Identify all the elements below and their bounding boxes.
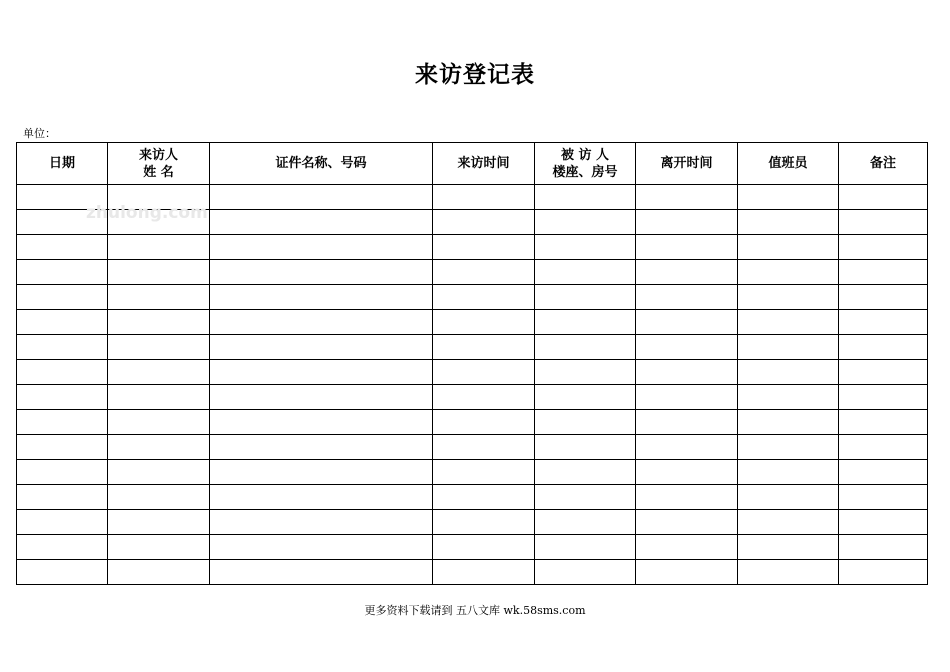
table-cell (210, 535, 433, 560)
table-cell (738, 360, 839, 385)
table-cell (433, 385, 535, 410)
table-cell (839, 185, 928, 210)
table-cell (738, 535, 839, 560)
table-cell (17, 310, 108, 335)
column-header-remarks: 备注 (839, 143, 928, 185)
table-cell (535, 185, 636, 210)
table-cell (636, 210, 738, 235)
table-cell (738, 410, 839, 435)
table-cell (108, 510, 210, 535)
table-cell (535, 335, 636, 360)
table-cell (535, 310, 636, 335)
table-row (17, 535, 928, 560)
table-cell (17, 560, 108, 585)
table-cell (210, 485, 433, 510)
table-cell (108, 435, 210, 460)
table-cell (433, 460, 535, 485)
column-header-visited-person-room: 被 访 人 楼座、房号 (535, 143, 636, 185)
table-cell (17, 360, 108, 385)
table-cell (535, 410, 636, 435)
table-cell (210, 185, 433, 210)
table-cell (433, 185, 535, 210)
table-cell (839, 435, 928, 460)
table-cell (210, 560, 433, 585)
table-row (17, 235, 928, 260)
table-cell (108, 535, 210, 560)
table-cell (738, 235, 839, 260)
table-cell (210, 435, 433, 460)
table-cell (17, 510, 108, 535)
header-row (17, 143, 928, 185)
table-row (17, 485, 928, 510)
column-header-date: 日期 (17, 143, 108, 185)
table-cell (839, 535, 928, 560)
table-cell (535, 435, 636, 460)
table-cell (17, 285, 108, 310)
table-cell (210, 285, 433, 310)
table-cell (839, 385, 928, 410)
table-cell (738, 210, 839, 235)
table-cell (535, 385, 636, 410)
table-cell (108, 185, 210, 210)
table-cell (738, 185, 839, 210)
table-cell (108, 285, 210, 310)
table-cell (433, 410, 535, 435)
table-cell (636, 360, 738, 385)
table-row (17, 510, 928, 535)
table-cell (636, 460, 738, 485)
table-cell (839, 210, 928, 235)
table-row (17, 460, 928, 485)
table-cell (210, 210, 433, 235)
table-cell (108, 210, 210, 235)
table-cell (108, 485, 210, 510)
table-cell (433, 435, 535, 460)
table-cell (17, 460, 108, 485)
table-cell (210, 235, 433, 260)
table-cell (210, 385, 433, 410)
table-cell (636, 185, 738, 210)
table-row (17, 310, 928, 335)
table-cell (535, 260, 636, 285)
table-cell (433, 560, 535, 585)
table-cell (738, 310, 839, 335)
table-cell (433, 485, 535, 510)
table-cell (108, 310, 210, 335)
table-cell (17, 260, 108, 285)
table-cell (17, 335, 108, 360)
table-cell (636, 235, 738, 260)
table-cell (738, 460, 839, 485)
table-row (17, 410, 928, 435)
table-cell (738, 260, 839, 285)
column-header-visitor-name: 来访人 姓 名 (108, 143, 210, 185)
table-cell (535, 485, 636, 510)
table-cell (738, 335, 839, 360)
table-cell (17, 210, 108, 235)
register-body (17, 185, 928, 585)
table-cell (108, 235, 210, 260)
table-cell (839, 335, 928, 360)
table-cell (433, 210, 535, 235)
table-cell (535, 510, 636, 535)
table-cell (108, 385, 210, 410)
column-header-arrival-time: 来访时间 (433, 143, 535, 185)
table-cell (839, 485, 928, 510)
table-cell (839, 235, 928, 260)
table-cell (738, 510, 839, 535)
table-cell (636, 310, 738, 335)
table-cell (108, 260, 210, 285)
visitor-register-table (16, 142, 928, 585)
table-cell (210, 335, 433, 360)
table-cell (17, 385, 108, 410)
table-cell (636, 535, 738, 560)
table-cell (17, 485, 108, 510)
table-cell (839, 410, 928, 435)
table-cell (210, 260, 433, 285)
table-row (17, 210, 928, 235)
unit-label: 单位： (23, 127, 56, 140)
table-cell (636, 510, 738, 535)
table-cell (636, 560, 738, 585)
table-cell (839, 285, 928, 310)
table-cell (535, 560, 636, 585)
table-cell (433, 335, 535, 360)
column-header-id-document: 证件名称、号码 (210, 143, 433, 185)
table-cell (839, 310, 928, 335)
table-cell (210, 310, 433, 335)
table-cell (433, 310, 535, 335)
table-cell (108, 360, 210, 385)
table-row (17, 260, 928, 285)
table-cell (535, 360, 636, 385)
table-cell (433, 360, 535, 385)
table-cell (738, 385, 839, 410)
table-cell (839, 460, 928, 485)
table-cell (636, 485, 738, 510)
table-cell (17, 410, 108, 435)
table-row (17, 335, 928, 360)
table-cell (535, 235, 636, 260)
table-cell (108, 335, 210, 360)
table-cell (636, 410, 738, 435)
table-cell (433, 285, 535, 310)
table-cell (433, 235, 535, 260)
column-header-departure-time: 离开时间 (636, 143, 738, 185)
table-row (17, 560, 928, 585)
table-cell (738, 485, 839, 510)
table-cell (535, 285, 636, 310)
table-cell (636, 385, 738, 410)
table-cell (210, 360, 433, 385)
table-cell (839, 510, 928, 535)
table-cell (210, 410, 433, 435)
table-cell (433, 260, 535, 285)
form-title: 来访登记表 (415, 62, 535, 88)
table-cell (839, 560, 928, 585)
table-cell (738, 435, 839, 460)
table-cell (636, 260, 738, 285)
table-cell (738, 560, 839, 585)
table-row (17, 435, 928, 460)
table-cell (17, 535, 108, 560)
table-row (17, 185, 928, 210)
table-row (17, 285, 928, 310)
table-row (17, 360, 928, 385)
table-cell (636, 435, 738, 460)
table-cell (17, 235, 108, 260)
table-cell (839, 360, 928, 385)
table-cell (17, 435, 108, 460)
table-row (17, 385, 928, 410)
table-cell (108, 460, 210, 485)
table-cell (108, 560, 210, 585)
table-cell (636, 335, 738, 360)
table-cell (433, 510, 535, 535)
table-cell (839, 260, 928, 285)
table-cell (636, 285, 738, 310)
column-header-duty-officer: 值班员 (738, 143, 839, 185)
table-cell (738, 285, 839, 310)
table-cell (108, 410, 210, 435)
watermark-text: zhulong.com (86, 203, 208, 223)
table-cell (210, 460, 433, 485)
table-cell (210, 510, 433, 535)
footer-note: 更多资料下载请到 五八文库 wk.58sms.com (364, 604, 586, 617)
table-cell (535, 535, 636, 560)
table-cell (535, 460, 636, 485)
table-cell (535, 210, 636, 235)
table-cell (17, 185, 108, 210)
table-cell (433, 535, 535, 560)
